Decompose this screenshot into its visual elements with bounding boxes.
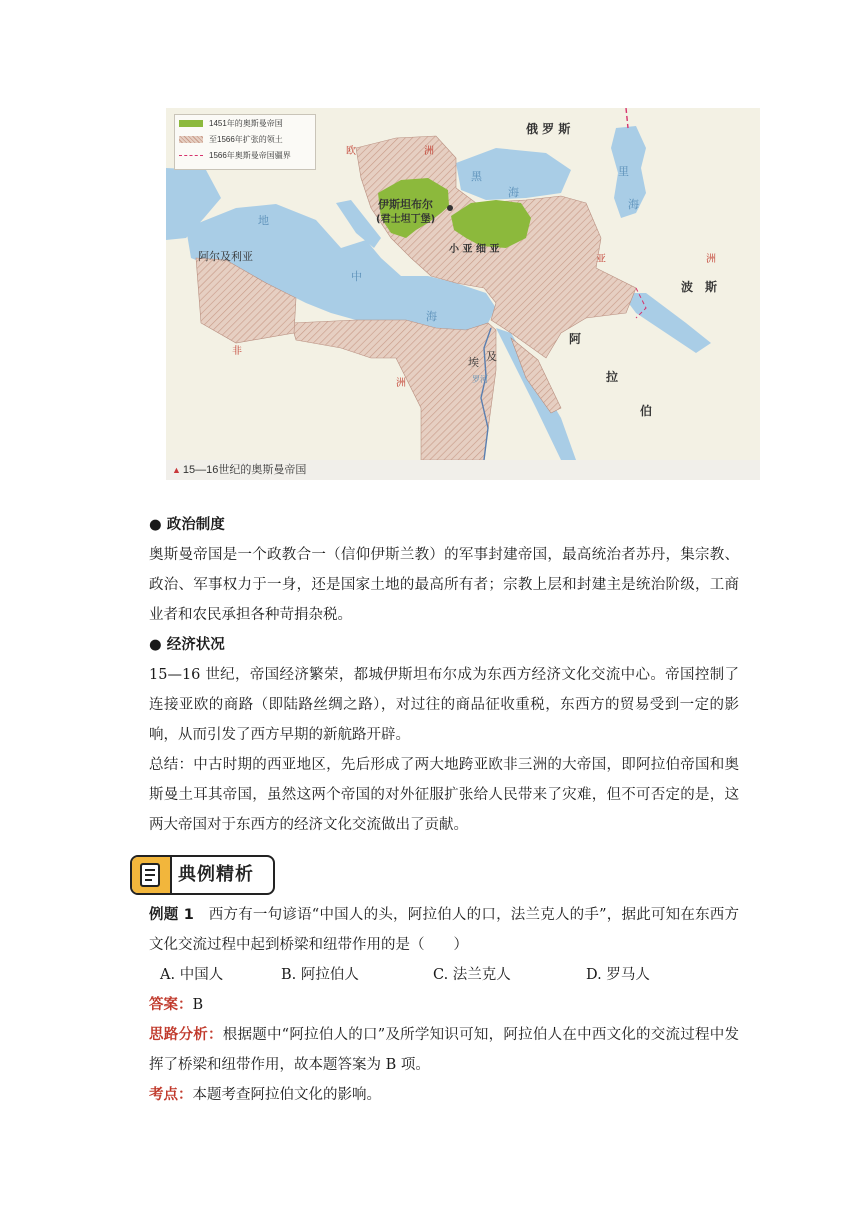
answer-line	[149, 990, 203, 1020]
document-list-icon	[132, 857, 172, 893]
exam-point-line	[149, 1080, 381, 1110]
label-europe-2: 洲	[424, 146, 434, 157]
politics-text: 奥斯曼帝国是一个政教合一（信仰伊斯兰教）的军事封建帝国，最高统治者苏丹，集宗教、政治、军事权力于一身，还是国家土地的最高所有者；宗教上层和封建主是统治阶级，工商业者和农民承担各种苛捐杂税。	[149, 547, 739, 623]
section-heading-economy: ● 经济状况	[149, 637, 225, 653]
legend-label-expansion: 至1566年扩张的领土	[209, 135, 283, 144]
analysis-label: 思路分析：	[149, 1027, 223, 1043]
option-c: C. 法兰克人	[433, 967, 511, 983]
section-body-politics	[149, 540, 739, 630]
label-nile: 罗河	[472, 375, 488, 384]
section-heading-politics: ● 政治制度	[149, 517, 225, 533]
label-asia-minor: 小 亚 细 亚	[449, 244, 500, 255]
label-med-3: 海	[426, 310, 437, 323]
map-caption	[166, 460, 760, 480]
example-question	[149, 900, 739, 960]
label-africa-2: 洲	[396, 378, 406, 389]
option-a: A. 中国人	[160, 967, 224, 983]
label-arabia-1: 阿	[569, 332, 582, 346]
answer-label: 答案：	[149, 997, 193, 1013]
legend-swatch-hatch	[179, 136, 203, 143]
answer-value: B	[192, 997, 204, 1013]
label-algeria: 阿尔及利亚	[198, 250, 253, 263]
legend-item-border	[179, 149, 291, 163]
document-list-icon-svg	[132, 857, 170, 893]
ottoman-empire-map	[166, 108, 760, 480]
legend-item-1451	[179, 117, 283, 131]
label-arabia-2: 拉	[606, 370, 619, 384]
economy-text: 15—16 世纪，帝国经济繁荣，都城伊斯坦布尔成为东西方经济文化交流中心。帝国控制了连接亚欧的商路（即陆路丝绸之路），对过往的商品征收重税，东西方的贸易受到一定的影响，从而引发了西方早期的新航路开辟。	[149, 667, 739, 743]
summary-text: 总结：中古时期的西亚地区，先后形成了两大地跨亚欧非三洲的大帝国，即阿拉伯帝国和奥斯曼土耳其帝国，虽然这两个帝国的对外征服扩张给人民带来了灾难，但不可否定的是，这两大帝国对于东西方的经济文化交流做出了贡献。	[149, 757, 739, 833]
map-legend	[174, 114, 316, 170]
label-africa-1: 非	[232, 346, 242, 357]
map-caption-text: 15—16世纪的奥斯曼帝国	[182, 464, 307, 476]
istanbul-dot	[447, 205, 453, 211]
label-constantinople: (君士坦丁堡)	[376, 214, 436, 225]
label-istanbul: 伊斯坦布尔	[378, 198, 433, 211]
label-europe-1: 欧	[346, 146, 356, 157]
analysis-paragraph	[149, 1020, 739, 1080]
option-d: D. 罗马人	[586, 967, 650, 983]
label-persia: 波 斯	[681, 280, 718, 294]
example-label: 例题 1	[149, 907, 194, 923]
section-body-economy	[149, 660, 739, 750]
label-caspian-1: 里	[618, 165, 629, 178]
legend-item-expansion	[179, 133, 283, 147]
legend-swatch-border	[179, 155, 203, 156]
label-black-sea-2: 海	[508, 186, 519, 199]
label-med-1: 地	[258, 214, 269, 227]
section-banner-example-analysis	[130, 855, 275, 895]
legend-label-border: 1566年奥斯曼帝国疆界	[209, 151, 291, 160]
legend-swatch-green	[179, 120, 203, 127]
label-asia-2: 洲	[706, 254, 716, 265]
label-egypt-1: 埃	[468, 356, 479, 369]
label-caspian-2: 海	[628, 198, 639, 211]
caption-triangle-icon: ▲	[172, 465, 181, 475]
label-med-2: 中	[351, 270, 362, 283]
banner-title: 典例精析	[178, 864, 254, 885]
exam-point-text: 本题考查阿拉伯文化的影响。	[192, 1087, 381, 1103]
option-b: B. 阿拉伯人	[281, 967, 359, 983]
label-black-sea-1: 黑	[471, 170, 482, 183]
label-egypt-2: 及	[486, 350, 497, 363]
label-asia-1: 亚	[596, 254, 606, 265]
label-russia: 俄 罗 斯	[526, 122, 571, 136]
analysis-text: 根据题中“阿拉伯人的口”及所学知识可知，阿拉伯人在中西文化的交流过程中发挥了桥梁和纽带作用，故本题答案为 B 项。	[149, 1027, 740, 1073]
label-arabia-3: 伯	[640, 404, 653, 418]
example-question-text: 西方有一句谚语“中国人的头，阿拉伯人的口，法兰克人的手”，据此可知在东西方文化交流过程中起到桥梁和纽带作用的是（ ）	[149, 907, 740, 953]
summary-paragraph	[149, 750, 739, 840]
legend-label-1451: 1451年的奥斯曼帝国	[209, 119, 283, 128]
exam-point-label: 考点：	[149, 1087, 193, 1103]
